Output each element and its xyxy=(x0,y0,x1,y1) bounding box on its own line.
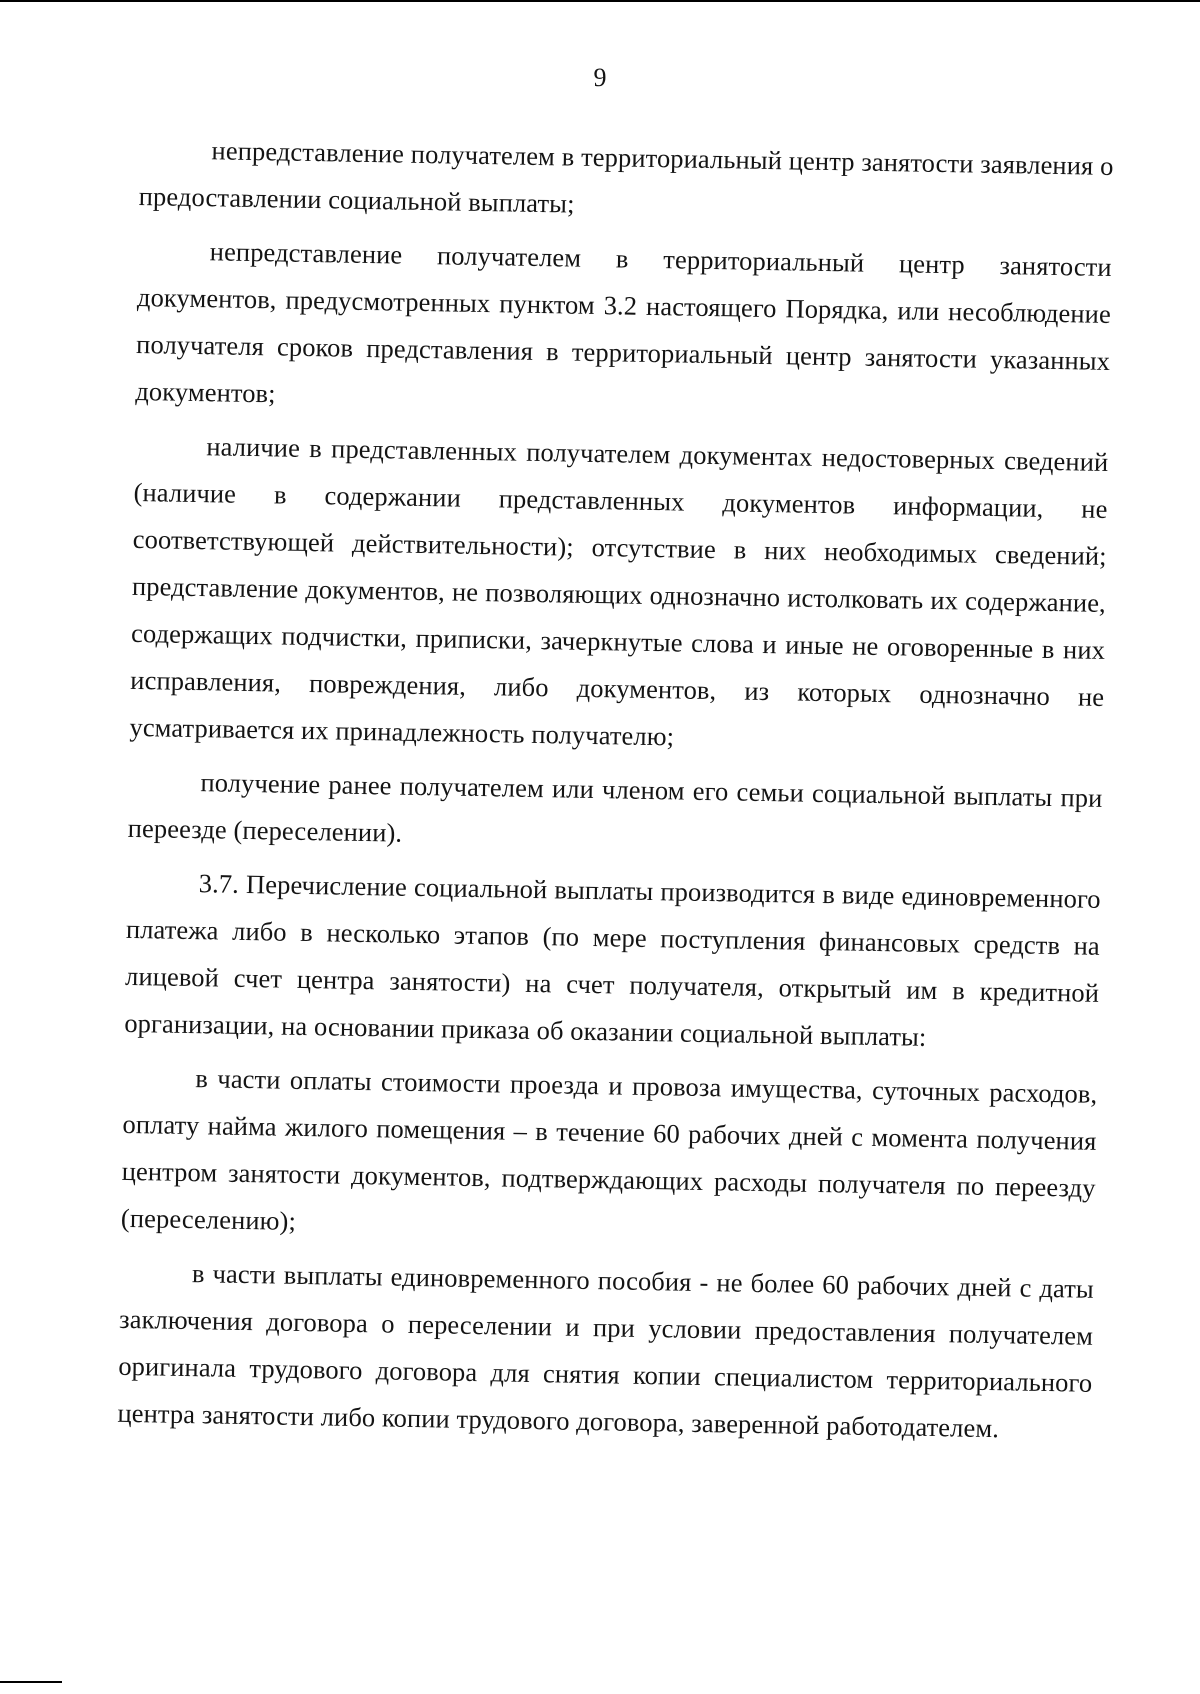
paragraph-travel-costs: в части оплаты стоимости проезда и провоза имущества, суточных расходов, оплату найма жилого помещения – в течение 60 рабочих дней с момента получения центром занятости документов, подтверждающих расходы получателя по переезду (переселению); xyxy=(120,1063,1098,1236)
scan-top-edge xyxy=(0,0,1200,2)
scan-bottom-mark xyxy=(0,1681,62,1683)
page-number: 9 xyxy=(593,63,607,92)
document-body xyxy=(117,126,1114,1461)
paragraph-lump-sum-allowance: в части выплаты единовременного пособия - не более 60 рабочих дней с даты заключения договора о переселении и при условии предоставления получателем оригинала трудового договора для снятия копии специалистом территориального центра занятости либо копии трудового договора, заверенной работодателем. xyxy=(117,1258,1095,1444)
paragraph-section-3-7: 3.7. Перечисление социальной выплаты производится в виде единовременного платежа либо в несколько этапов (по мере поступления финансовых средств на лицевой счет центра занятости) на счет получателя, открытый им в кредитной организации, на основании приказа об оказании социальной выплаты: xyxy=(124,868,1101,1052)
paragraph-unreliable-information: наличие в представленных получателем документах недостоверных сведений (наличие в содержании представленных документов информации, не соответствующей действительности); отсутствие в них необходимых сведений; представление документов, не позволяющих однозначно истолковать их содержание, содержащих подчистки, приписки, зачеркнутые слова и иные не оговоренные в них исправления, повреждения, либо документов, из которых однозначно не усматривается их принадлежность получателю; xyxy=(129,431,1109,752)
paragraph-non-submission-documents: непредставление получателем в территориальный центр занятости документов, предусмотренных пунктом 3.2 настоящего Порядка, или несоблюдение получателя сроков представления в территориальный центр занятости указанных документов; xyxy=(135,236,1112,409)
paragraph-previous-payment: получение ранее получателем или членом его семьи социальной выплаты при переезде (переселении). xyxy=(127,767,1103,848)
paragraph-non-submission-application: непредставление получателем в территориальный центр занятости заявления о предоставлении социальной выплаты; xyxy=(138,135,1114,219)
